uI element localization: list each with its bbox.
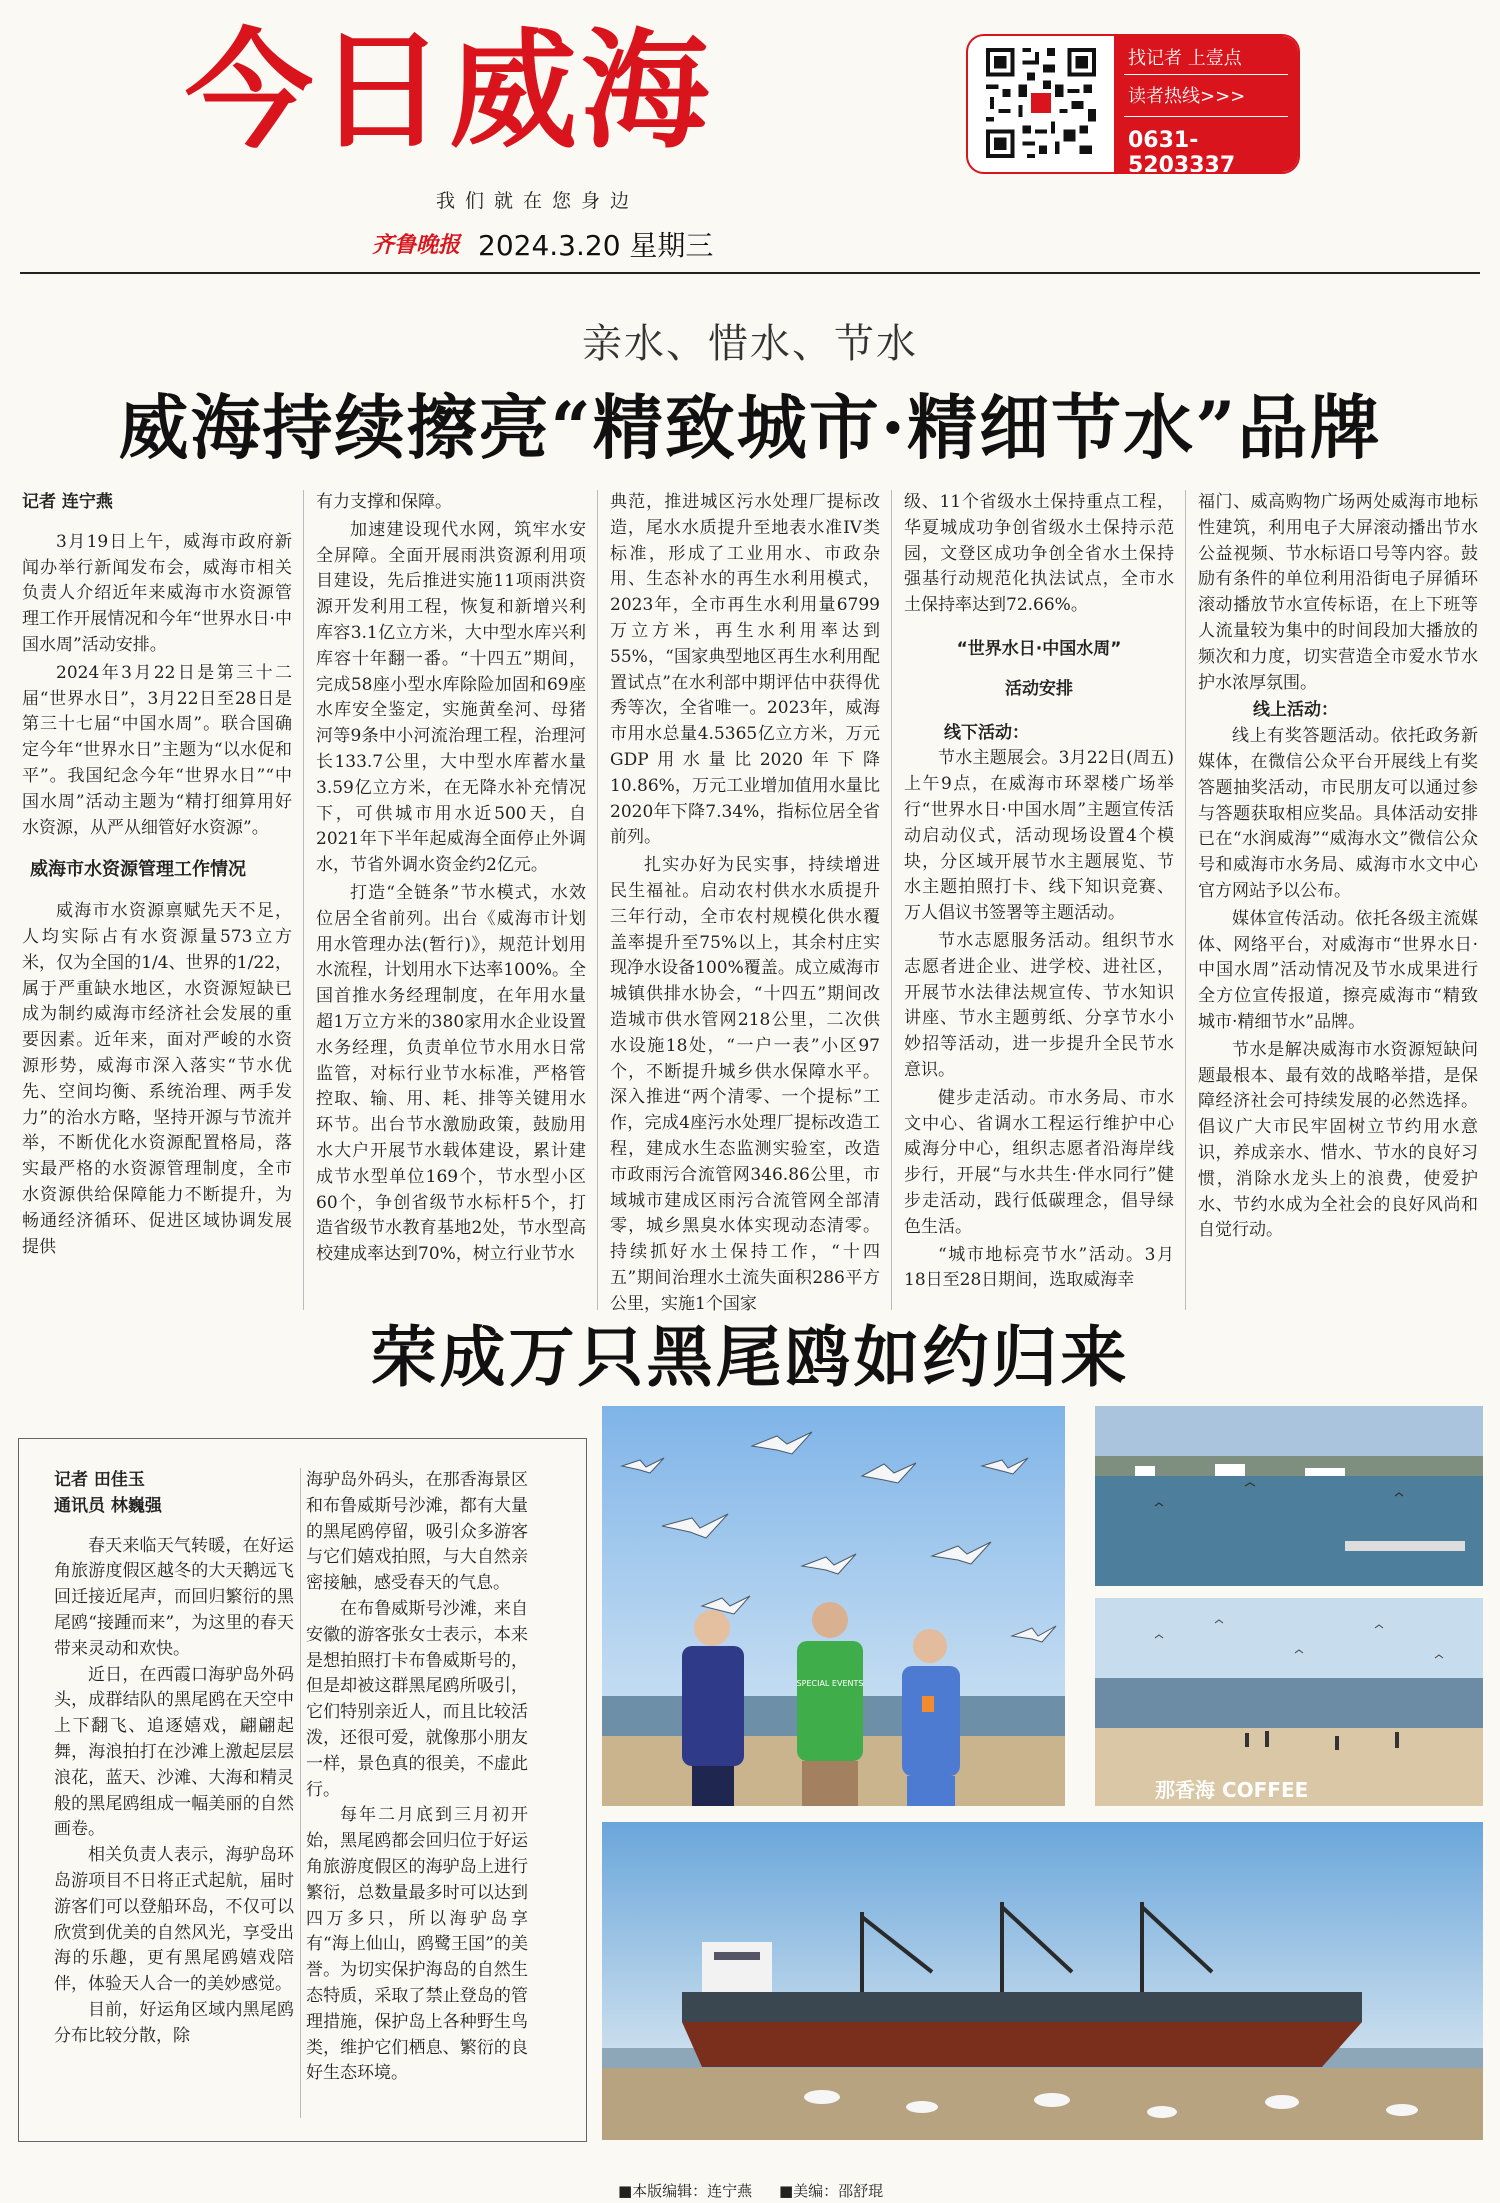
paragraph: 级、11个省级水土保持重点工程，华夏城成功争创省级水土保持示范园，文登区成功争创全省水土保持强基行动规范化执法试点，全市水土保持率达到72.66%。 [904,492,1174,616]
article1-column-2 [316,490,586,1270]
photo-beach [1095,1598,1483,1806]
column-divider [300,1468,301,2118]
column-divider [303,490,304,1310]
article1-headline: 威海持续擦亮“精致城市·精细节水”品牌 [118,386,1382,469]
activity-subhead: “世界水日·中国水周” 活动安排 [956,638,1122,699]
hotline-reporter: 找记者 上壹点 [1128,48,1242,69]
offline-label: 线下活动： [944,722,1029,743]
article1-subhead: 威海市水资源管理工作情况 [30,859,246,881]
paragraph: 健步走活动。市水务局、市水文中心、省调水工程运行维护中心威海分中心，组织志愿者沿海岸线步行，开展“与水共生·伴水同行”健步走活动，践行低碳理念，倡导绿色生活。 [904,1087,1174,1237]
paragraph: 在布鲁威斯号沙滩，来自安徽的游客张女士表示，本来是想拍照打卡布鲁威斯号的，但是却被这群黑尾鸥所吸引，它们特别亲近人，而且比较活泼，还很可爱，就像那小朋友一样，景色真的很美，不虚此行。 [306,1598,528,1800]
hotline-box [966,34,1300,174]
paragraph: 典范，推进城区污水处理厂提标改造，尾水水质提升至地表水准IV类标准，形成了工业用水、市政杂用、生态补水的再生水利用模式，2023年，全市再生水利用量6799万立方米，再生水利用率达到55%，“国家典型地区再生水利用配置试点”在水利部中期评估中获得优秀等次，全省唯一。2023年，威海市用水总量4.5365亿立方米，万元GDP用水量比2020年下降10.86%，万元工业增加值用水量比2020年下降7.34%，指标位居全省前列。 [610,492,880,848]
paragraph: 海驴岛外码头，在那香海景区和布鲁威斯号沙滩，都有大量的黑尾鸥停留，吸引众多游客与它们嬉戏拍照，与大自然亲密接触，感受春天的气息。 [306,1470,528,1594]
article2-headline: 荣成万只黑尾鸥如约归来 [370,1318,1130,1396]
paragraph: 3月19日上午，威海市政府新闻办举行新闻发布会，威海市相关负责人介绍近年来威海市水资源管理工作开展情况和今年“世界水日·中国水周”活动安排。 [22,531,292,655]
article2-byline-correspondent: 通讯员 林巍强 [54,1495,162,1516]
paragraph: 线上有奖答题活动。依托政务新媒体，在微信公众平台开展线上有奖答题抽奖活动，市民朋友可以通过参与答题获取相应奖品。具体活动安排已在“水润威海”“威海水文”微信公众号和威海市水务局、威海市水文中心官方网站予以公布。 [1198,726,1478,901]
paragraph: 加速建设现代水网，筑牢水安全屏障。全面开展雨洪资源利用项目建设，先后推进实施11项雨洪资源开发利用工程，恢复和新增兴利库容3.1亿立方米，大中型水库兴利库容十年翻一番。“十四五”期间，完成58座小型水库除险加固和69座水库安全鉴定，实施黄垒河、母猪河等9条中小河流治理工程，治理河长133.7公里，大中型水库蓄水量3.59亿立方米，在无降水补充情况下，可供城市用水近500天，自2021年下半年起威海全面停止外调水，节省外调水资金约2亿元。 [316,519,586,876]
paragraph: 打造“全链条”节水模式，水效位居全省前列。出台《威海市计划用水管理办法(暂行)》，规范计划用水流程，计划用水下达率100%。全国首推水务经理制度，在年用水量超1万立方米的380家用水企业设置水务经理，负责单位节水用水日常监管，对标行业节水标准，严格管控取、输、用、耗、排等关键用水环节。出台节水激励政策，鼓励用水大户开展节水载体建设，累计建成节水型单位169个，节水型小区60个，争创省级节水标杆5个，打造省级节水教育基地2处，节水型高校建成率达到70%，树立行业节水 [316,882,586,1265]
coffee-sign: 那香海 COFFEE [1155,1778,1309,1802]
paper-name: 齐鲁晚报 [372,232,461,258]
article1-column-4 [904,490,1174,1296]
hotline-label: 读者热线>>> [1128,86,1246,107]
masthead-slogan: 我们就在您身边 [436,190,640,212]
paragraph: “城市地标亮节水”活动。3月18日至28日期间，选取威海幸 [904,1244,1174,1291]
paragraph: 相关负责人表示，海驴岛环岛游项目不日将正式起航，届时游客们可以登船环岛，不仅可以欣赏到优美的自然风光，享受出海的乐趣，更有黑尾鸥嬉戏陪伴，体验天人合一的美妙感觉。 [54,1845,294,1995]
masthead-title: 今日威海 [185,17,714,166]
column-divider [1185,490,1186,1310]
column-divider [891,490,892,1310]
paragraph: 节水主题展会。3月22日(周五)上午9点，在威海市环翠楼广场举行“世界水日·中国水周”主题宣传活动启动仪式，活动现场设置4个模块，分区域开展节水主题展览、节水主题拍照打卡、线下知识竞赛、万人倡议书签署等主题活动。 [904,748,1174,924]
column-divider [597,490,598,1310]
qr-code-icon[interactable] [982,44,1100,162]
article1-column-5 [1198,490,1478,1246]
paragraph: 每年二月底到三月初开始，黑尾鸥都会回归位于好运角旅游度假区的海驴岛上进行繁衍，总数量最多时可以达到四万多只，所以海驴岛享有“海上仙山，鸥鹭王国”的美誉。为切实保护海岛的自然生态特质，采取了禁止登岛的管理措施，保护岛上各种野生鸟类，维护它们栖息、繁衍的良好生态环境。 [306,1805,528,2084]
paragraph: 媒体宣传活动。依托各级主流媒体、网络平台，对威海市“世界水日·中国水周”活动情况及节水成果进行全方位宣传报道，擦亮威海市“精致城市·精细节水”品牌。 [1198,908,1478,1032]
hotline-panel [1114,36,1298,172]
issue-date: 2024.3.20 星期三 [478,229,714,262]
footer-editor: ■本版编辑：连宁燕 [618,2182,753,2200]
paragraph: 威海市水资源禀赋先天不足，人均实际占有水资源量573立方米，仅为全国的1/4、世界的1/22，属于严重缺水地区，水资源短缺已成为制约威海市经济社会发展的重要因素。近年来，面对严峻的水资源形势，威海市深入落实“节水优先、空间均衡、系统治理、两手发力”的治水方略，坚持开源与节流并举，不断优化水资源配置格局，落实最严格的水资源管理制度，全市水资源供给保障能力不断提升，为畅通经济循环、促进区域协调发展提供 [22,901,292,1257]
article2-column-2 [306,1468,528,2087]
article1-column-3 [610,490,880,1320]
article2-column-1 [54,1468,294,2050]
hotline-phone[interactable]: 0631-5203337 [1128,128,1236,174]
photo-ship [602,1822,1483,2140]
online-label: 线上活动： [1253,700,1338,721]
top-rule [20,272,1480,274]
paragraph: 节水志愿服务活动。组织节水志愿者进企业、进学校、进社区，开展节水法律法规宣传、节水知识讲座、节水主题剪纸、分享节水小妙招等活动，进一步提升全民节水意识。 [904,930,1174,1080]
article1-kicker: 亲水、惜水、节水 [582,321,918,367]
article1-byline: 记者 连宁燕 [22,492,113,512]
paragraph: 扎实办好为民实事，持续增进民生福祉。启动农村供水水质提升三年行动，全市农村规模化供水覆盖率提升至75%以上，其余村庄实现净水设备100%覆盖。成立威海市城镇供排水协会，“十四五”期间改造城市供水管网218公里，二次供水设施18处，“一户一表”小区97个，不断提升城乡供水保障水平。深入推进“两个清零、一个提标”工作，完成4座污水处理厂提标改造工程，建成水生态监测实验室，改造市政雨污合流管网346.86公里，市域城市建成区雨污合流管网全部清零，城乡黑臭水体实现动态清零。持续抓好水土保持工作，“十四五”期间治理水土流失面积286平方公里，实施1个国家 [610,855,880,1314]
article1-column-1 [22,490,292,1262]
photo-tourists-gulls [602,1406,1065,1806]
paragraph: 目前，好运角区域内黑尾鸥分布比较分散，除 [54,1999,294,2046]
paragraph: 2024年3月22日是第三十二届“世界水日”，3月22日至28日是第三十七届“中国水周”。联合国确定今年“世界水日”主题为“以水促和平”。我国纪念今年“世界水日”“中国水周”活动主题为“精打细算用好水资源，从严从细管好水资源”。 [22,662,292,838]
paragraph: 近日，在西霞口海驴岛外码头，成群结队的黑尾鸥在天空中上下翻飞、追逐嬉戏，翩翩起舞，海浪拍打在沙滩上激起层层浪花，蓝天、沙滩、大海和精灵般的黑尾鸥组成一幅美丽的自然画卷。 [54,1664,294,1840]
paragraph: 有力支撑和保障。 [316,492,452,512]
page-footer [618,2180,905,2201]
paragraph: 节水是解决威海市水资源短缺问题最根本、最有效的战略举措，是保障经济社会可持续发展的必然选择。倡议广大市民牢固树立节约用水意识，养成亲水、惜水、节水的良好习惯，消除水龙头上的浪费，使爱护水、节约水成为全社会的良好风尚和自觉行动。 [1198,1039,1478,1241]
footer-designer: ■美编：邵舒琨 [778,2182,884,2200]
paragraph: 春天来临天气转暖，在好运角旅游度假区越冬的大天鹅远飞回迁接近尾声，而回归繁衍的黑尾鸥“接踵而来”，为这里的春天带来灵动和欢快。 [54,1535,294,1659]
shirt-text: SPECIAL EVENTS [796,1679,864,1688]
photo-harbor [1095,1406,1483,1586]
article2-byline-reporter: 记者 田佳玉 [54,1470,145,1490]
paragraph: 福门、威高购物广场两处威海市地标性建筑，利用电子大屏滚动播出节水公益视频、节水标语口号等内容。鼓励有条件的单位利用沿街电子屏循环滚动播放节水宣传标语，在上下班等人流量较为集中的时间段加大播放的频次和力度，切实营造全市爱水节水护水浓厚氛围。 [1198,492,1478,693]
